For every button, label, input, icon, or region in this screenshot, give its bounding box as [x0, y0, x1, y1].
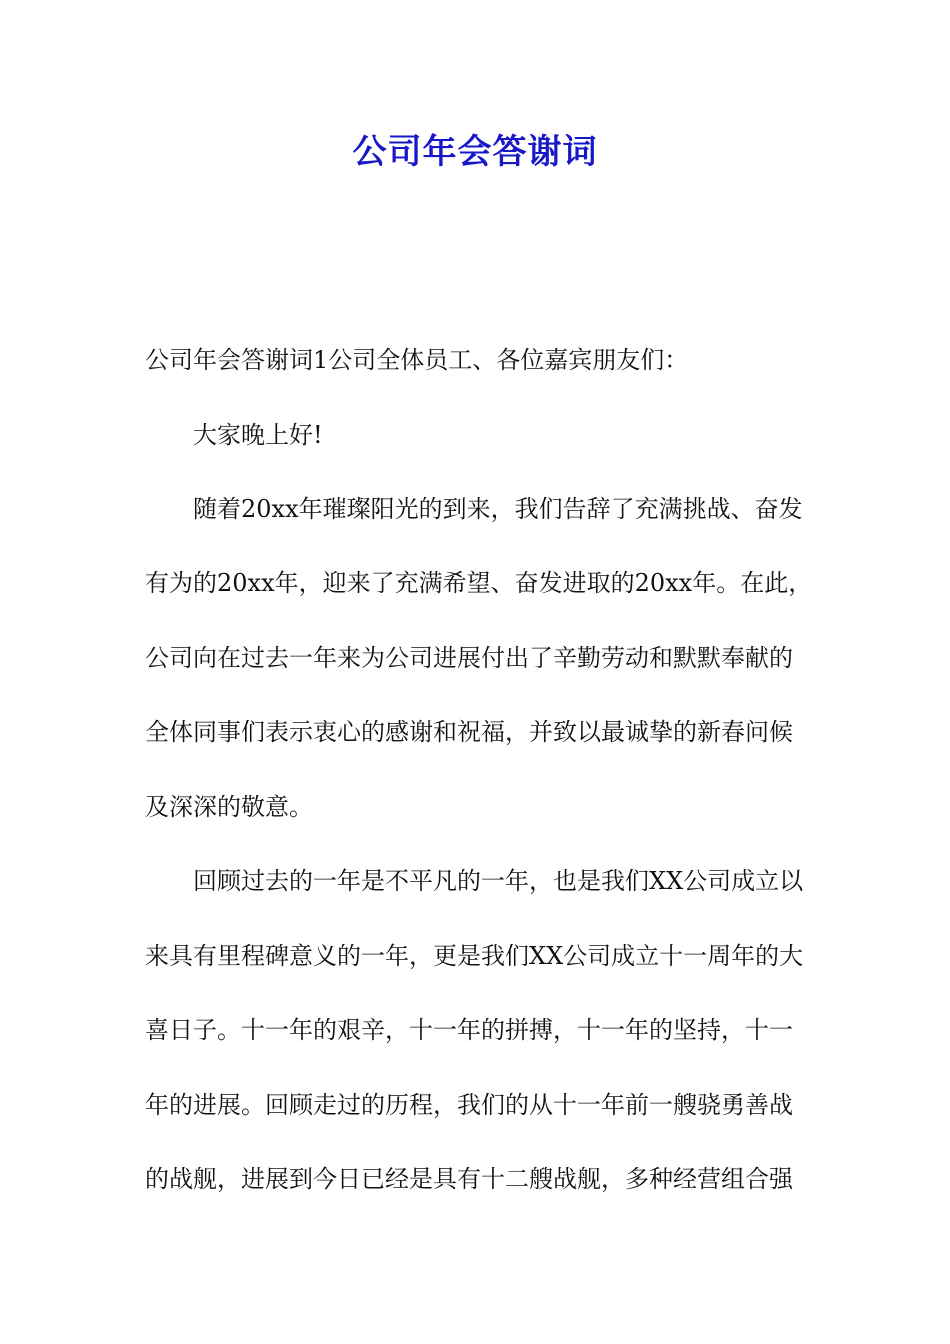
document-title: 公司年会答谢词 [352, 132, 598, 172]
paragraph-line: 的战舰，进展到今日已经是具有十二艘战舰，多种经营组合强 [145, 1165, 793, 1193]
paragraph-line: 及深深的敬意。 [145, 793, 313, 821]
greeting-line: 大家晚上好! [193, 421, 323, 449]
paragraph-line: 随着20xx年璀璨阳光的到来，我们告辞了充满挑战、奋发 [193, 495, 803, 523]
paragraph-line: 全体同事们表示衷心的感谢和祝福，并致以最诚挚的新春问候 [145, 718, 793, 746]
paragraph-line: 喜日子。十一年的艰辛，十一年的拼搏，十一年的坚持，十一 [145, 1016, 793, 1044]
paragraph-line: 回顾过去的一年是不平凡的一年，也是我们XX公司成立以 [193, 867, 804, 895]
salutation-line: 公司年会答谢词1公司全体员工、各位嘉宾朋友们： [145, 346, 689, 374]
paragraph-line: 公司向在过去一年来为公司进展付出了辛勤劳动和默默奉献的 [145, 644, 793, 672]
paragraph-line: 来具有里程碑意义的一年，更是我们XX公司成立十一周年的大 [145, 942, 804, 970]
paragraph-line: 有为的20xx年，迎来了充满希望、奋发进取的20xx年。在此， [145, 569, 813, 597]
paragraph-line: 年的进展。回顾走过的历程，我们的从十一年前一艘骁勇善战 [145, 1091, 793, 1119]
